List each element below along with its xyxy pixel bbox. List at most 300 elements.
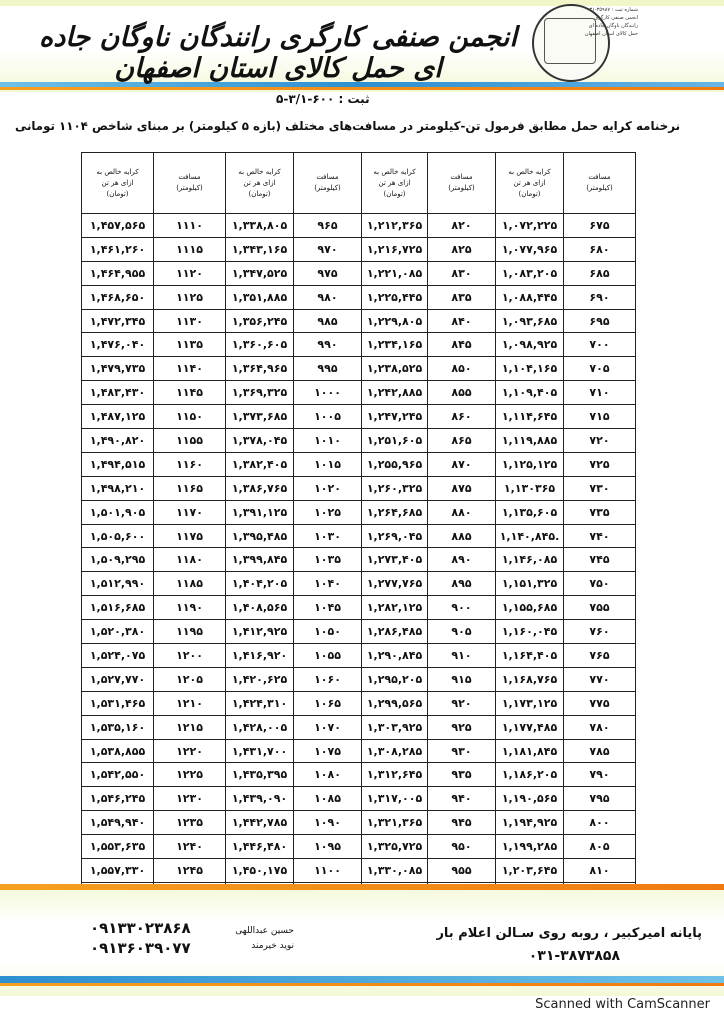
distance-cell: ۱۱۵۰ [154, 405, 226, 429]
fare-cell: ۱,۰۹۳,۶۸۵ [496, 309, 564, 333]
distance-cell: ۱۰۸۰ [294, 763, 362, 787]
header-line: (تومان) [248, 189, 271, 198]
fare-cell: ۱,۳۶۴,۹۶۵ [226, 357, 294, 381]
table-row [82, 572, 636, 596]
fare-cell: ۱,۳۱۷,۰۰۵ [362, 787, 428, 811]
fare-cell: ۱,۵۲۴,۰۷۵ [82, 644, 154, 668]
distance-cell: ۱۲۳۵ [154, 811, 226, 835]
fare-cell: ۱,۱۱۴,۶۴۵ [496, 405, 564, 429]
table-row [82, 715, 636, 739]
fare-cell: ۱,۴۹۸,۲۱۰ [82, 476, 154, 500]
fare-cell: ۱,۲۴۷,۲۴۵ [362, 405, 428, 429]
table-row [82, 333, 636, 357]
fare-cell: ۱,۵۴۲,۵۵۰ [82, 763, 154, 787]
distance-cell: ۷۵۵ [564, 596, 636, 620]
distance-cell: ۱۰۲۰ [294, 476, 362, 500]
distance-cell: ۱۱۶۰ [154, 452, 226, 476]
header-line: ازای هر تن [378, 178, 411, 187]
header-distance [564, 153, 636, 214]
fare-cell: ۱,۱۱۹,۸۸۵ [496, 429, 564, 453]
fare-cell: ۱,۰۹۸,۹۲۵ [496, 333, 564, 357]
fare-cell: ۱,۴۲۸,۰۰۵ [226, 715, 294, 739]
fare-cell: ۱,۴۳۱,۷۰۰ [226, 739, 294, 763]
fare-cell: ۱,۵۰۱,۹۰۵ [82, 500, 154, 524]
header-line: مسافت [450, 173, 473, 181]
distance-cell: ۸۲۰ [428, 214, 496, 238]
table-row [82, 787, 636, 811]
distance-cell: ۷۸۰ [564, 715, 636, 739]
table-row [82, 309, 636, 333]
fare-cell: ۱,۲۶۰,۳۲۵ [362, 476, 428, 500]
distance-cell: ۸۳۵ [428, 285, 496, 309]
fare-table-container [81, 152, 635, 907]
distance-cell: ۸۰۵ [564, 835, 636, 859]
distance-cell: ۹۲۵ [428, 715, 496, 739]
distance-cell: ۸۴۵ [428, 333, 496, 357]
distance-cell: ۹۱۵ [428, 667, 496, 691]
distance-cell: ۸۹۰ [428, 548, 496, 572]
distance-cell: ۱۰۶۵ [294, 691, 362, 715]
distance-cell: ۱۰۵۰ [294, 620, 362, 644]
terminal-address: پایانه امیرکبیر ، روبه روی سـالن اعلام بار [436, 926, 702, 941]
fare-cell: ۱,۳۶۹,۳۲۵ [226, 381, 294, 405]
header-distance [154, 153, 226, 214]
distance-cell: ۱۰۴۰ [294, 572, 362, 596]
fare-cell: ۱,۳۷۳,۶۸۵ [226, 405, 294, 429]
distance-cell: ۱۲۳۰ [154, 787, 226, 811]
header-line: کرایه خالص به [96, 167, 139, 176]
distance-cell: ۹۳۰ [428, 739, 496, 763]
distance-cell: ۱۱۶۵ [154, 476, 226, 500]
distance-cell: ۹۶۵ [294, 214, 362, 238]
fare-cell: ۱,۴۱۲,۹۲۵ [226, 620, 294, 644]
distance-cell: ۸۳۰ [428, 261, 496, 285]
distance-cell: ۷۴۰ [564, 524, 636, 548]
distance-cell: ۱۰۷۵ [294, 739, 362, 763]
header-fare [362, 153, 428, 214]
fare-cell: ۱,۴۴۶,۴۸۰ [226, 835, 294, 859]
header-line: مسافت [316, 173, 339, 181]
logo-line: ۰۳۱-۳۵۹۸۷ : شماره ثبت [586, 7, 638, 13]
distance-cell: ۱۱۹۵ [154, 620, 226, 644]
distance-cell: ۱۰۵۵ [294, 644, 362, 668]
distance-cell: ۹۷۵ [294, 261, 362, 285]
distance-cell: ۹۳۵ [428, 763, 496, 787]
distance-cell: ۷۱۵ [564, 405, 636, 429]
table-row [82, 859, 636, 883]
fare-cell: ۱,۴۷۹,۷۳۵ [82, 357, 154, 381]
header-distance [428, 153, 496, 214]
fare-cell: ۱,۲۸۲,۱۲۵ [362, 596, 428, 620]
distance-cell: ۱۰۱۵ [294, 452, 362, 476]
fare-cell: ۱,۴۱۶,۹۲۰ [226, 644, 294, 668]
fare-cell: ۱,۳۸۶,۷۶۵ [226, 476, 294, 500]
distance-cell: ۱۲۱۰ [154, 691, 226, 715]
contact-name: حسین عبداللهی [235, 926, 294, 936]
fare-cell: ۱,۴۰۸,۵۶۵ [226, 596, 294, 620]
fare-cell: ۱,۳۲۱,۳۶۵ [362, 811, 428, 835]
distance-cell: ۹۵۵ [428, 859, 496, 883]
fare-cell: ۱,۵۳۸,۸۵۵ [82, 739, 154, 763]
fare-cell: ۱,۵۲۷,۷۷۰ [82, 667, 154, 691]
header-line: ازای هر تن [513, 178, 546, 187]
fare-cell: ۱,۴۳۵,۳۹۵ [226, 763, 294, 787]
fare-cell: ۱,۳۹۱,۱۲۵ [226, 500, 294, 524]
fare-cell: ۱,۴۹۰,۸۲۰ [82, 429, 154, 453]
header-fare [496, 153, 564, 214]
fare-cell: ۱,۲۴۲,۸۸۵ [362, 381, 428, 405]
distance-cell: ۱۰۷۰ [294, 715, 362, 739]
table-row [82, 763, 636, 787]
distance-cell: ۹۵۰ [428, 835, 496, 859]
fare-cell: ۱,۴۵۰,۱۷۵ [226, 859, 294, 883]
table-row [82, 524, 636, 548]
fare-cell: ۱,۲۲۱,۰۸۵ [362, 261, 428, 285]
distance-cell: ۱۲۲۰ [154, 739, 226, 763]
logo-line: رانندگان ناوگان جاده ای [588, 23, 638, 29]
fare-cell: ۱,۰۷۲,۲۲۵ [496, 214, 564, 238]
fare-cell: ۱,۱۳۵,۶۰۵ [496, 500, 564, 524]
table-row [82, 261, 636, 285]
fare-cell: ۱,۱۰۹,۴۰۵ [496, 381, 564, 405]
distance-cell: ۱۱۲۰ [154, 261, 226, 285]
fare-cell: ۱,۴۸۳,۴۳۰ [82, 381, 154, 405]
header-fare [82, 153, 154, 214]
header-line: ازای هر تن [243, 178, 276, 187]
distance-cell: ۷۱۰ [564, 381, 636, 405]
fare-cell: ۱,۳۲۵,۷۲۵ [362, 835, 428, 859]
fare-cell: ۱,۳۴۳,۱۶۵ [226, 237, 294, 261]
fare-cell: ۱,۳۵۱,۸۸۵ [226, 285, 294, 309]
fare-cell: ۱,۲۶۹,۰۴۵ [362, 524, 428, 548]
distance-cell: ۱۱۴۰ [154, 357, 226, 381]
distance-cell: ۱۱۱۵ [154, 237, 226, 261]
fare-cell: ۱,۲۲۵,۴۴۵ [362, 285, 428, 309]
distance-cell: ۷۰۵ [564, 357, 636, 381]
fare-table [81, 152, 636, 907]
fare-cell: ۱,۲۵۱,۶۰۵ [362, 429, 428, 453]
header-line: (تومان) [106, 189, 129, 198]
distance-cell: ۷۴۵ [564, 548, 636, 572]
fare-cell: ۱,۴۷۲,۳۴۵ [82, 309, 154, 333]
fare-cell: ۱,۰۷۷,۹۶۵ [496, 237, 564, 261]
header-line: کرایه خالص به [238, 167, 281, 176]
fare-cell: ۱,۴۲۰,۶۲۵ [226, 667, 294, 691]
fare-cell: ۱,۱۶۴,۴۰۵ [496, 644, 564, 668]
fare-cell: ۱,۵۵۷,۳۳۰ [82, 859, 154, 883]
fare-cell: ۱,۲۷۷,۷۶۵ [362, 572, 428, 596]
header-line: ازای هر تن [101, 178, 134, 187]
fare-cell: ۱,۵۲۰,۳۸۰ [82, 620, 154, 644]
distance-cell: ۱۱۲۵ [154, 285, 226, 309]
table-row [82, 548, 636, 572]
contact-name: نوید خیرمند [251, 941, 294, 951]
header-line: (تومان) [383, 189, 406, 198]
fare-cell: ۱,۱۹۴,۹۲۵ [496, 811, 564, 835]
distance-cell: ۸۹۵ [428, 572, 496, 596]
fare-cell: ۱,۴۴۲,۷۸۵ [226, 811, 294, 835]
fare-cell: ۱,۴۶۱,۲۶۰ [82, 237, 154, 261]
header-line: کرایه خالص به [508, 167, 551, 176]
distance-cell: ۱۰۹۰ [294, 811, 362, 835]
distance-cell: ۶۹۰ [564, 285, 636, 309]
fare-cell: ۱,۳۷۸,۰۴۵ [226, 429, 294, 453]
terminal-phone: ۰۳۱-۳۸۷۳۸۵۸ [528, 948, 620, 964]
org-title: انجمن صنفی کارگری رانندگان ناوگان جاده ای حمل کالای استان اصفهان [39, 22, 517, 84]
distance-cell: ۷۶۰ [564, 620, 636, 644]
fare-cell: ۱,۳۵۶,۲۴۵ [226, 309, 294, 333]
fare-cell: ۱,۵۰۵,۶۰۰ [82, 524, 154, 548]
table-header-row [82, 153, 636, 214]
table-row [82, 835, 636, 859]
distance-cell: ۱۲۱۵ [154, 715, 226, 739]
fare-cell: ۱,۳۹۹,۸۴۵ [226, 548, 294, 572]
fare-cell: ۱,۳۱۲,۶۴۵ [362, 763, 428, 787]
distance-cell: ۸۷۰ [428, 452, 496, 476]
distance-cell: ۸۱۰ [564, 859, 636, 883]
scanner-watermark: Scanned with CamScanner [535, 997, 710, 1012]
distance-cell: ۱۱۸۵ [154, 572, 226, 596]
distance-cell: ۷۸۵ [564, 739, 636, 763]
distance-cell: ۱۰۱۰ [294, 429, 362, 453]
distance-cell: ۱۰۰۰ [294, 381, 362, 405]
fare-cell: ۱,۲۷۳,۴۰۵ [362, 548, 428, 572]
fare-cell: ۱,۴۶۸,۶۵۰ [82, 285, 154, 309]
distance-cell: ۸۸۵ [428, 524, 496, 548]
table-row [82, 811, 636, 835]
fare-cell: ۱,۲۸۶,۴۸۵ [362, 620, 428, 644]
header-line: مسافت [178, 173, 201, 181]
header-orange-line [0, 87, 724, 90]
table-row [82, 596, 636, 620]
fare-cell: ۱,۰۸۳,۲۰۵ [496, 261, 564, 285]
distance-cell: ۶۹۵ [564, 309, 636, 333]
table-row [82, 237, 636, 261]
fare-cell: ۱,۲۲۹,۸۰۵ [362, 309, 428, 333]
table-row [82, 452, 636, 476]
footer-orange-bottom-line [0, 983, 724, 986]
table-row [82, 429, 636, 453]
fare-cell: ۱,۵۳۱,۴۶۵ [82, 691, 154, 715]
fare-cell: ۱,۴۷۶,۰۴۰ [82, 333, 154, 357]
fare-cell: ۱,۱۸۶,۲۰۵ [496, 763, 564, 787]
fare-cell: ۱,۲۹۰,۸۴۵ [362, 644, 428, 668]
distance-cell: ۱۰۳۰ [294, 524, 362, 548]
distance-cell: ۱۱۳۰ [154, 309, 226, 333]
fare-cell: ۱,۲۳۸,۵۲۵ [362, 357, 428, 381]
fare-cell: ۱,۴۳۹,۰۹۰ [226, 787, 294, 811]
distance-cell: ۱۱۱۰ [154, 214, 226, 238]
distance-cell: ۷۲۰ [564, 429, 636, 453]
table-row [82, 285, 636, 309]
fare-cell: ۱,۵۴۶,۲۴۵ [82, 787, 154, 811]
table-row [82, 405, 636, 429]
fare-cell: ۱,۴۲۴,۳۱۰ [226, 691, 294, 715]
distance-cell: ۷۹۰ [564, 763, 636, 787]
distance-cell: ۷۲۵ [564, 452, 636, 476]
distance-cell: ۹۰۰ [428, 596, 496, 620]
distance-cell: ۷۷۵ [564, 691, 636, 715]
fare-cell: ۱,۴۶۴,۹۵۵ [82, 261, 154, 285]
fare-cell: ۱,۲۹۵,۲۰۵ [362, 667, 428, 691]
footer-orange-line [0, 884, 724, 890]
fare-cell: ۱,۳۰۸,۲۸۵ [362, 739, 428, 763]
fare-cell: ۱,۴۸۷,۱۲۵ [82, 405, 154, 429]
distance-cell: ۱۰۴۵ [294, 596, 362, 620]
fare-cell: ۱,۱۵۱,۳۲۵ [496, 572, 564, 596]
distance-cell: ۱۱۵۵ [154, 429, 226, 453]
distance-cell: ۹۴۰ [428, 787, 496, 811]
fare-cell: ۱,۲۳۴,۱۶۵ [362, 333, 428, 357]
distance-cell: ۷۳۵ [564, 500, 636, 524]
distance-cell: ۱۱۳۵ [154, 333, 226, 357]
header-distance [294, 153, 362, 214]
distance-cell: ۹۷۰ [294, 237, 362, 261]
fare-cell: ۱,۱۶۰,۰۴۵ [496, 620, 564, 644]
contact-phone: ۰۹۱۳۳۰۲۳۸۶۸ [90, 919, 191, 937]
fare-cell: ۱,۱۲۵,۱۲۵ [496, 452, 564, 476]
distance-cell: ۱۰۶۰ [294, 667, 362, 691]
distance-cell: ۸۸۰ [428, 500, 496, 524]
table-row [82, 357, 636, 381]
distance-cell: ۱۱۷۰ [154, 500, 226, 524]
header-line: (کیلومتر) [314, 184, 341, 192]
distance-cell: ۱۱۸۰ [154, 548, 226, 572]
distance-cell: ۱۰۹۵ [294, 835, 362, 859]
distance-cell: ۶۷۵ [564, 214, 636, 238]
distance-cell: ۸۴۰ [428, 309, 496, 333]
table-row [82, 667, 636, 691]
distance-cell: ۸۵۰ [428, 357, 496, 381]
fare-cell: ۱,۳۶۰,۶۰۵ [226, 333, 294, 357]
distance-cell: ۹۰۵ [428, 620, 496, 644]
distance-cell: ۱۱۴۵ [154, 381, 226, 405]
logo-line: انجمن صنفی کارگری [594, 15, 638, 21]
distance-cell: ۱۱۰۰ [294, 859, 362, 883]
fare-cell: ۱,۱۷۳,۱۲۵ [496, 691, 564, 715]
header-line: (تومان) [518, 189, 541, 198]
distance-cell: ۱۰۰۵ [294, 405, 362, 429]
fare-cell: ۱,۵۰۹,۲۹۵ [82, 548, 154, 572]
table-row [82, 381, 636, 405]
distance-cell: ۹۹۵ [294, 357, 362, 381]
table-row [82, 620, 636, 644]
logo-line: حمل کالای استان اصفهان [584, 31, 638, 37]
distance-cell: ۹۱۰ [428, 644, 496, 668]
distance-cell: ۸۲۵ [428, 237, 496, 261]
fare-cell: ۱,۱۷۷,۴۸۵ [496, 715, 564, 739]
header-line: (کیلومتر) [448, 184, 475, 192]
fare-cell: ۱,۱۸۱,۸۴۵ [496, 739, 564, 763]
fare-cell: ۱,۵۱۶,۶۸۵ [82, 596, 154, 620]
document-headline: نرخنامه کرایه حمل مطابق فرمول تن-کیلومتر در مسافت‌های مختلف (بازه ۵ کیلومتر) بر مبنای شاخص ۱۱۰۴ تومانی [15, 119, 680, 133]
fare-cell: ۱,۴۰۴,۲۰۵ [226, 572, 294, 596]
contact-phone: ۰۹۱۳۶۰۳۹۰۷۷ [90, 939, 191, 957]
distance-cell: ۷۶۵ [564, 644, 636, 668]
fare-cell: ۱,۰۸۸,۴۴۵ [496, 285, 564, 309]
fare-cell: ۱,۳۳۰,۰۸۵ [362, 859, 428, 883]
fare-cell: ۱,۲۱۶,۷۲۵ [362, 237, 428, 261]
distance-cell: ۷۳۰ [564, 476, 636, 500]
logo-text [548, 6, 638, 38]
distance-cell: ۱۲۰۵ [154, 667, 226, 691]
header-line: کرایه خالص به [373, 167, 416, 176]
table-row [82, 476, 636, 500]
distance-cell: ۹۸۵ [294, 309, 362, 333]
distance-cell: ۸۶۰ [428, 405, 496, 429]
fare-cell: ۱,۱۶۸,۷۶۵ [496, 667, 564, 691]
header-line: (کیلومتر) [176, 184, 203, 192]
distance-cell: ۱۱۹۰ [154, 596, 226, 620]
distance-cell: ۹۲۰ [428, 691, 496, 715]
fare-cell: ۱,۱۴۰,۸۴۵. [496, 524, 564, 548]
distance-cell: ۱۰۸۵ [294, 787, 362, 811]
fare-cell: ۱,۴۹۴,۵۱۵ [82, 452, 154, 476]
fare-cell: ۱,۱۹۰,۵۶۵ [496, 787, 564, 811]
fare-cell: ۱,۱۹۹,۲۸۵ [496, 835, 564, 859]
fare-cell: ۱,۵۳۵,۱۶۰ [82, 715, 154, 739]
table-row [82, 644, 636, 668]
distance-cell: ۸۵۵ [428, 381, 496, 405]
distance-cell: ۱۲۲۵ [154, 763, 226, 787]
fare-cell: ۱,۱۵۵,۶۸۵ [496, 596, 564, 620]
fare-cell: ۱,۲۵۵,۹۶۵ [362, 452, 428, 476]
distance-cell: ۱۲۰۰ [154, 644, 226, 668]
distance-cell: ۹۴۵ [428, 811, 496, 835]
distance-cell: ۷۰۰ [564, 333, 636, 357]
distance-cell: ۷۵۰ [564, 572, 636, 596]
distance-cell: ۱۱۷۵ [154, 524, 226, 548]
fare-cell: ۱,۲۶۴,۶۸۵ [362, 500, 428, 524]
table-body [82, 214, 636, 907]
distance-cell: ۹۹۰ [294, 333, 362, 357]
table-row [82, 500, 636, 524]
distance-cell: ۶۸۵ [564, 261, 636, 285]
footer-blue-line [0, 976, 724, 983]
fare-cell: ۱,۵۵۳,۶۳۵ [82, 835, 154, 859]
header-line: مسافت [588, 173, 611, 181]
fare-cell: ۱,۳۸۲,۴۰۵ [226, 452, 294, 476]
distance-cell: ۱۰۳۵ [294, 548, 362, 572]
header-fare [226, 153, 294, 214]
header-line: (کیلومتر) [586, 184, 613, 192]
fare-cell: ۱,۱۴۶,۰۸۵ [496, 548, 564, 572]
fare-cell: ۱,۱۰۴,۱۶۵ [496, 357, 564, 381]
table-row [82, 691, 636, 715]
distance-cell: ۱۲۴۵ [154, 859, 226, 883]
table-row [82, 739, 636, 763]
distance-cell: ۸۷۵ [428, 476, 496, 500]
fare-cell: ۱,۲۹۹,۵۶۵ [362, 691, 428, 715]
fare-cell: ۱,۳۴۷,۵۲۵ [226, 261, 294, 285]
fare-cell: ۱,۲۱۲,۳۶۵ [362, 214, 428, 238]
fare-cell: ۱,۲۰۳,۶۴۵ [496, 859, 564, 883]
fare-cell: ۱,۴۵۷,۵۶۵ [82, 214, 154, 238]
distance-cell: ۸۶۵ [428, 429, 496, 453]
registration-number: ثبت : ۶۰۰-۳/۱-۵ [276, 92, 370, 106]
distance-cell: ۸۰۰ [564, 811, 636, 835]
fare-cell: ۱,۱۳۰۳۶۵ [496, 476, 564, 500]
distance-cell: ۱۲۴۰ [154, 835, 226, 859]
distance-cell: ۱۰۲۵ [294, 500, 362, 524]
fare-cell: ۱,۳۰۳,۹۲۵ [362, 715, 428, 739]
fare-cell: ۱,۳۹۵,۴۸۵ [226, 524, 294, 548]
distance-cell: ۷۹۵ [564, 787, 636, 811]
table-row [82, 214, 636, 238]
distance-cell: ۷۷۰ [564, 667, 636, 691]
fare-cell: ۱,۵۴۹,۹۴۰ [82, 811, 154, 835]
fare-cell: ۱,۳۳۸,۸۰۵ [226, 214, 294, 238]
